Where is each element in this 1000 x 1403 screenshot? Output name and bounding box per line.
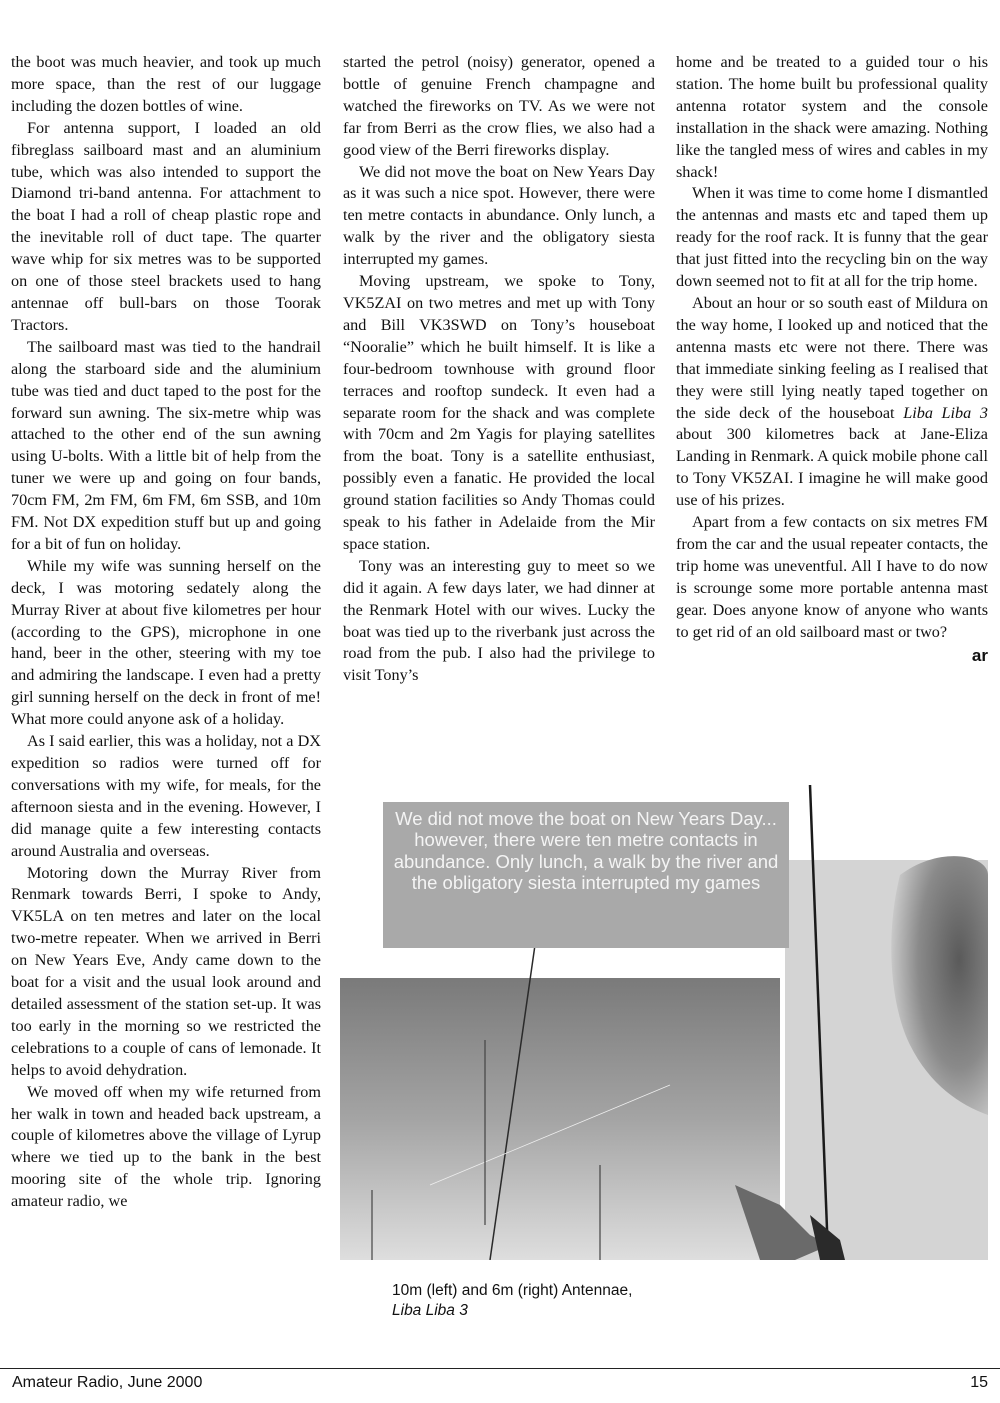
paragraph: As I said earlier, this was a holiday, not a DX expedition so radios were turned off for conversations with my wife, for meals, for the afternoon siesta and in the evening. However, I did manage quite a few interesting contacts around Australia and overseas. bbox=[11, 732, 321, 860]
paragraph: the boot was much heavier, and took up much more space, than the rest of our luggage including the dozen bottles of wine. bbox=[11, 53, 321, 115]
article-column-3 bbox=[676, 52, 988, 667]
paragraph: We did not move the boat on New Years Day as it was such a nice spot. However, there were ten metre contacts in abundance. Only lunch, a walk by the river and the obligatory siesta interrupted my games. bbox=[343, 162, 655, 269]
sky-left bbox=[340, 978, 780, 1260]
caption-text: 10m (left) and 6m (right) Antennae, bbox=[392, 1282, 633, 1299]
article-end-mark: ar bbox=[971, 646, 988, 666]
pull-quote: We did not move the boat on New Years Day... however, there were ten metre contacts in abundance. Only lunch, a walk by the river and the obligatory siesta interrupted my games bbox=[383, 802, 789, 948]
paragraph: Apart from a few contacts on six metres FM from the car and the usual repeater contacts, the trip home was uneventful. All I have to do now is scrounge some more portable antenna mast gear. Does anyone know of anyone who wants to get rid of an old sailboard mast or two? bbox=[676, 513, 988, 641]
paragraph-text: About an hour or so south east of Mildura on the way home, I looked up and noticed that the antenna masts etc were not there. There was that immediate sinking feeling as I realised that they were still lying neatly taped together on the side deck of the houseboat bbox=[676, 293, 988, 422]
paragraph: home and be treated to a guided tour o his station. The home built bu professional quality antenna rotator system and the console installation in the shack were amazing. Nothing like the tangled mess of wires and cables in my shack! bbox=[676, 53, 988, 181]
footer-publication: Amateur Radio, June 2000 bbox=[12, 1374, 203, 1391]
paragraph: When it was time to come home I dismantled the antennas and masts etc and taped them up ready for the roof rack. It is funny that the gear that just fitted into the recycling bin on the way down seemed not to fit at all for the trip home. bbox=[676, 184, 988, 291]
paragraph: We moved off when my wife returned from her walk in town and headed back upstream, a couple of kilometres above the village of Lyrup where we tied up to the bank in the best mooring site of the whole trip. Ignoring amateur radio, we bbox=[11, 1082, 321, 1211]
caption-boat-name: Liba Liba 3 bbox=[392, 1302, 468, 1319]
article-column-1 bbox=[11, 52, 321, 1213]
paragraph: Tony was an interesting guy to meet so we did it again. A few days later, we had dinner at the Renmark Hotel with our wives. Lucky the boat was tied up to the riverbank just across the road from the pub. I also had the privilege to visit Tony’s bbox=[343, 556, 655, 685]
paragraph: While my wife was sunning herself on the deck, I was motoring sedately along the Murray River at about five kilometres per hour (according to the GPS), microphone in one hand, beer in the other, steering with my toe and admiring the landscape. I even had a pretty girl sunning herself on the deck in front of me! What more could anyone ask of a holiday. bbox=[11, 556, 321, 729]
footer-rule bbox=[0, 1368, 1000, 1369]
paragraph: Moving upstream, we spoke to Tony, VK5ZAI on two metres and met up with Tony and Bill VK3SWD on Tony’s houseboat “Nooralie” which he built himself. It is like a four-bedroom townhouse with ground floor terraces and rooftop sundeck. It even had a separate room for the shack and was complete with 70cm and 2m Yagis for playing satellites from the boat. Tony is a satellite enthusiast, possibly even a fanatic. He provided the local ground station facilities so Andy Thomas could speak to his father in Adelaide from the Mir space station. bbox=[343, 272, 655, 553]
article-column-2 bbox=[343, 52, 655, 687]
photo-caption bbox=[392, 1281, 722, 1321]
paragraph-text: about 300 kilometres back at Jane-Eliza Landing in Renmark. A quick mobile phone call to Tony VK5ZAI. I imagine he will make good use of his prizes. bbox=[676, 425, 988, 510]
paragraph: started the petrol (noisy) generator, opened a bottle of genuine French champagne and watched the fireworks on TV. As we were not far from Berri as the crow flies, we also had a good view of the Berri fireworks display. bbox=[343, 53, 655, 159]
paragraph: Motoring down the Murray River from Renmark towards Berri, I spoke to Andy, VK5LA on ten metres and later on the local two-metre repeater. When we arrived in Berri on New Years Eve, Andy came down to the boat for a visit and the usual look around and detailed assessment of the station set-up. It was too early in the morning so we restricted the celebrations to a couple of cans of lemonade. It helps to avoid dehydration. bbox=[11, 863, 321, 1079]
boat-name: Liba Liba 3 bbox=[903, 403, 988, 422]
paragraph bbox=[676, 293, 988, 512]
paragraph: For antenna support, I loaded an old fibreglass sailboard mast and an aluminium tube, which was also intended to support the Diamond tri-band antenna. For attachment to the boat I had a roll of cheap plastic rope and the inevitable roll of duct tape. The quarter wave whip for six metres was to be supported on one of those steel brackets used to hang antennae off bull-bars on those Toorak Tractors. bbox=[11, 118, 321, 334]
page-number: 15 bbox=[970, 1374, 988, 1391]
paragraph: The sailboard mast was tied to the handrail along the starboard side and the aluminium tube was tied and duct taped to the post for the forward sun awning. The six-metre whip was attached to the other end of the sun awning using U-bolts. With a little bit of help from the tuner we were up and going on four bands, 70cm FM, 2m FM, 6m FM, 6m SSB, and 10m FM. Not DX expedition stuff but up and going for a bit of fun on holiday. bbox=[11, 337, 321, 553]
